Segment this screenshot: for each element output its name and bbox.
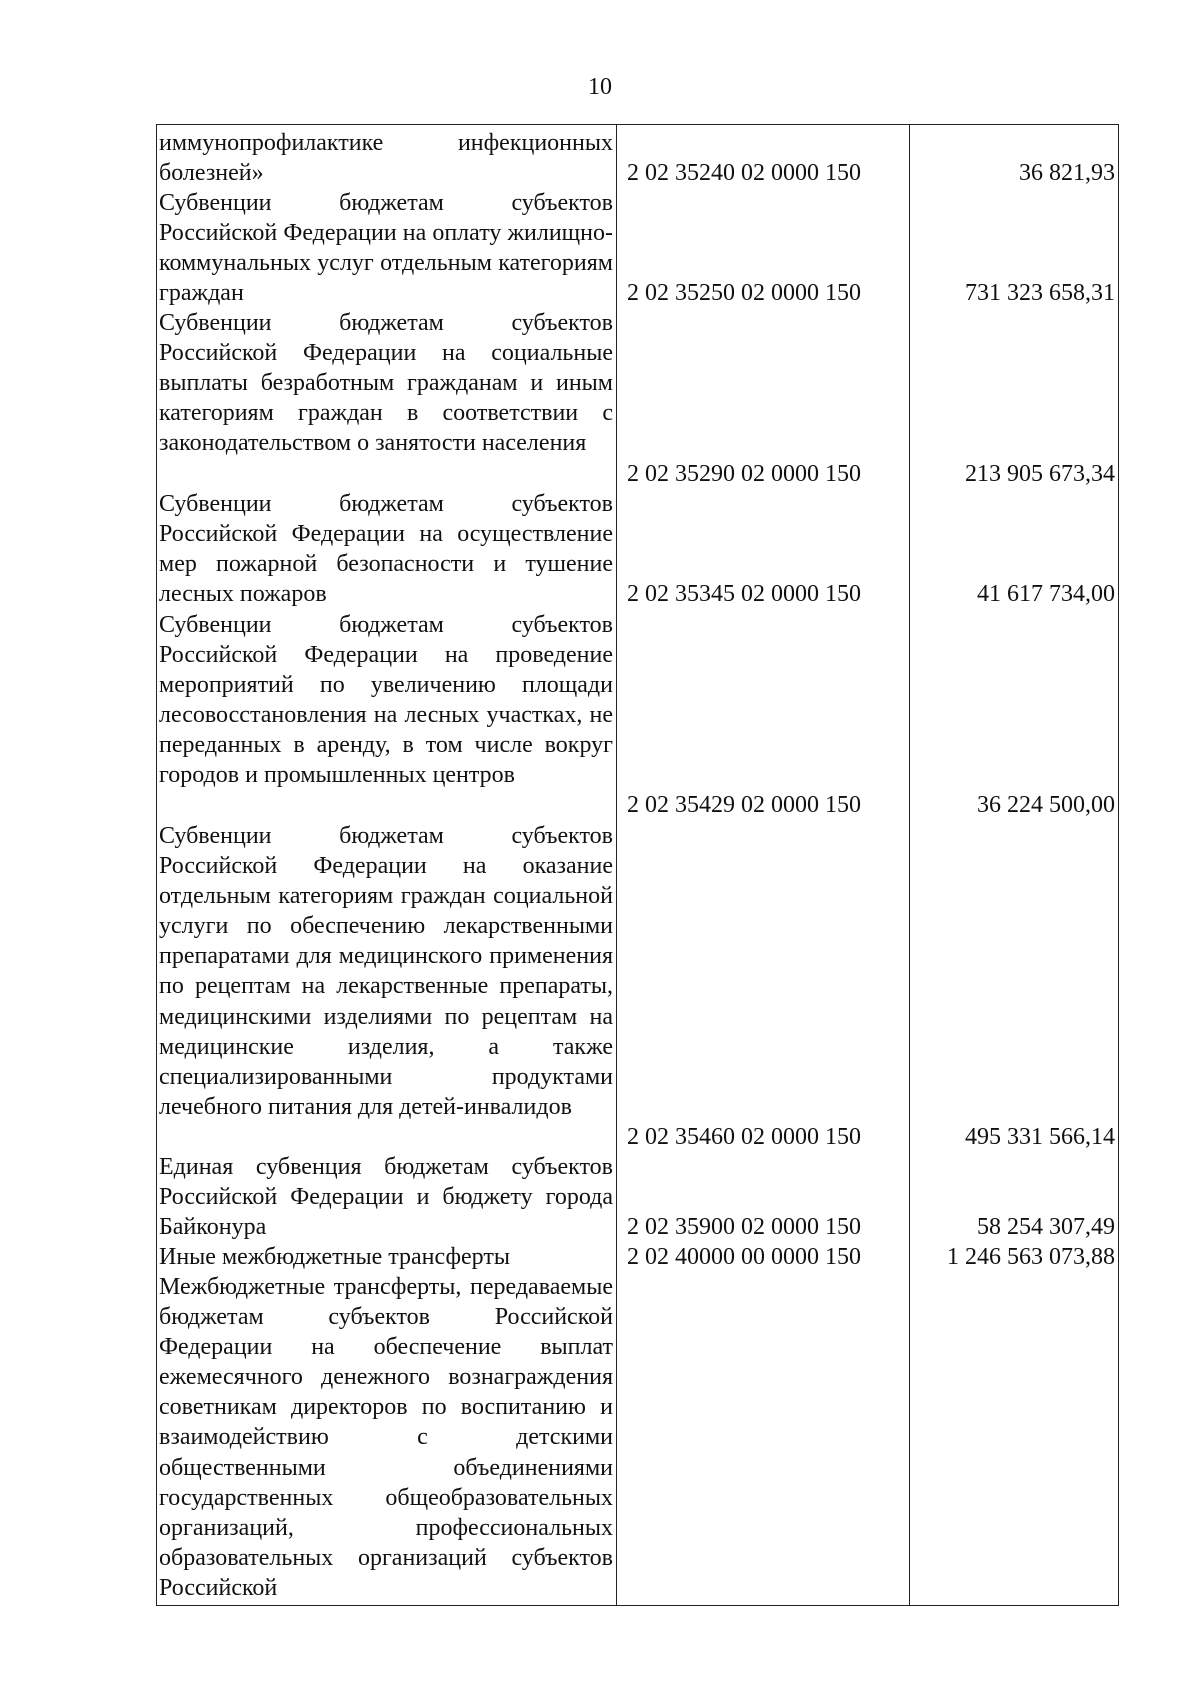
row-code: 2 02 35250 02 0000 150 [627, 280, 861, 306]
row-code: 2 02 35345 02 0000 150 [627, 581, 861, 607]
row-code: 2 02 35460 02 0000 150 [627, 1124, 861, 1150]
row-description: Иные межбюджетные трансферты [159, 1244, 510, 1270]
row-amount: 36 821,93 [1019, 160, 1115, 186]
row-description: Субвенции бюджетам субъектов Российской Федерации на оплату жилищно-коммунальных услуг отдельным категориям граждан [159, 190, 613, 307]
row-amount: 1 246 563 073,88 [947, 1244, 1115, 1270]
row-code: 2 02 35429 02 0000 150 [627, 792, 861, 818]
budget-table [156, 124, 1119, 1606]
table-border-left [156, 125, 157, 1605]
row-description: Субвенции бюджетам субъектов Российской Федерации на оказание отдельным категориям граждан социальной услуги по обеспечению лекарственными препаратами для медицинского применения по рецептам на лекарственные препараты, медицинскими изделиями по рецептам на медицинские изделия, а также специализированными продуктами лечебного питания для детей-инвалидов [159, 823, 613, 1120]
row-code: 2 02 35240 02 0000 150 [627, 160, 861, 186]
row-code: 2 02 40000 00 0000 150 [627, 1244, 861, 1270]
row-amount: 58 254 307,49 [977, 1214, 1115, 1240]
row-amount: 41 617 734,00 [977, 581, 1115, 607]
row-amount: 495 331 566,14 [965, 1124, 1115, 1150]
row-code: 2 02 35290 02 0000 150 [627, 461, 861, 487]
column-divider-1 [616, 125, 617, 1605]
row-description: Межбюджетные трансферты, передаваемые бюджетам субъектов Российской Федерации на обеспечение выплат ежемесячного денежного вознаграждения советникам директоров по воспитанию и взаимодействию с детскими общественными объединениями государственных общеобразовательных организаций, профессиональных образовательных организаций субъектов Российской [159, 1274, 613, 1601]
row-amount: 731 323 658,31 [965, 280, 1115, 306]
row-code: 2 02 35900 02 0000 150 [627, 1214, 861, 1240]
row-description: Субвенции бюджетам субъектов Российской Федерации на проведение мероприятий по увеличению площади лесовосстановления на лесных участках, не переданных в аренду, в том числе вокруг городов и промышленных центров [159, 612, 613, 789]
row-description: Субвенции бюджетам субъектов Российской Федерации на осуществление мер пожарной безопасности и тушение лесных пожаров [159, 491, 613, 608]
page-number: 10 [588, 74, 612, 100]
table-border-right [1118, 125, 1119, 1605]
row-description: иммунопрофилактике инфекционных болезней» [159, 130, 613, 187]
row-amount: 213 905 673,34 [965, 461, 1115, 487]
row-amount: 36 224 500,00 [977, 792, 1115, 818]
row-description: Субвенции бюджетам субъектов Российской Федерации на социальные выплаты безработным гражданам и иным категориям граждан в соответствии с законодательством о занятости населения [159, 310, 613, 457]
column-divider-2 [909, 125, 910, 1605]
row-description: Единая субвенция бюджетам субъектов Российской Федерации и бюджету города Байконура [159, 1154, 613, 1241]
